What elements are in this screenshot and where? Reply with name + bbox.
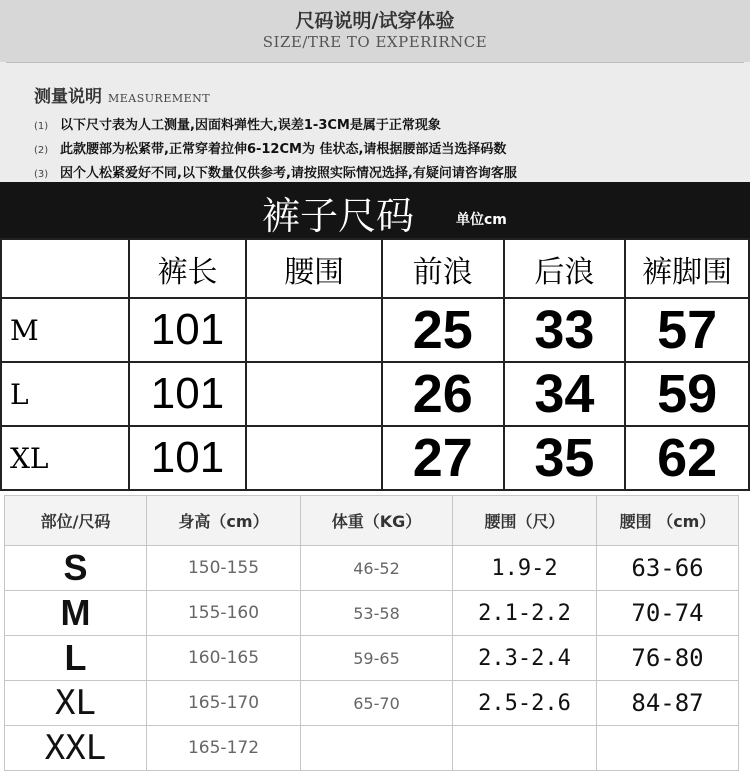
- page-subtitle: SIZE/TRE TO EXPERIRNCE: [262, 33, 488, 51]
- table-row: [5, 681, 739, 726]
- size-cell: XL: [1, 426, 129, 490]
- waist-cell: [246, 362, 381, 426]
- header-cell: [1, 239, 129, 298]
- note-1: [34, 114, 441, 133]
- pants-chart-title: 裤子尺码: [262, 194, 415, 238]
- header-cell: 体重（KG）: [301, 496, 453, 546]
- table-row: [5, 591, 739, 636]
- table-row: [1, 362, 749, 426]
- back-rise-cell: 34: [504, 362, 626, 426]
- size-cell: L: [5, 636, 147, 681]
- weight-cell: [301, 726, 453, 771]
- size-cell: L: [1, 362, 129, 426]
- size-cell: XXL: [5, 726, 147, 771]
- table-row: [5, 546, 739, 591]
- size-cell: XL: [5, 681, 147, 726]
- waist-cell: [246, 298, 381, 362]
- fit-guide-table: [4, 495, 739, 771]
- leg-opening-cell: 57: [625, 298, 749, 362]
- waist-cm-cell: 84-87: [597, 681, 739, 726]
- size-cell: S: [5, 546, 147, 591]
- measurement-section: [0, 62, 750, 182]
- table-row: [5, 636, 739, 681]
- header-cell: 腰围（尺）: [453, 496, 597, 546]
- table-row: [1, 426, 749, 490]
- note-number: (3): [34, 169, 49, 180]
- leg-opening-cell: 59: [625, 362, 749, 426]
- length-cell: 101: [129, 298, 247, 362]
- pants-chart-unit: 单位cm: [456, 212, 507, 228]
- waist-chi-cell: 2.1-2.2: [453, 591, 597, 636]
- header-cell: 前浪: [382, 239, 504, 298]
- header-cell: 身高（cm）: [147, 496, 301, 546]
- waist-cm-cell: 63-66: [597, 546, 739, 591]
- note-2: [34, 138, 506, 157]
- note-number: (2): [34, 145, 49, 156]
- table-row: [5, 726, 739, 771]
- measurement-title: [34, 82, 210, 107]
- note-3: [34, 162, 517, 181]
- length-cell: 101: [129, 362, 247, 426]
- page-title: 尺码说明/试穿体验: [295, 10, 455, 32]
- back-rise-cell: 33: [504, 298, 626, 362]
- height-cell: 160-165: [147, 636, 301, 681]
- back-rise-cell: 35: [504, 426, 626, 490]
- height-cell: 165-172: [147, 726, 301, 771]
- waist-cm-cell: [597, 726, 739, 771]
- length-cell: 101: [129, 426, 247, 490]
- table-header-row: [1, 239, 749, 298]
- waist-cm-cell: 70-74: [597, 591, 739, 636]
- waist-chi-cell: 2.3-2.4: [453, 636, 597, 681]
- weight-cell: 65-70: [301, 681, 453, 726]
- height-cell: 155-160: [147, 591, 301, 636]
- leg-opening-cell: 62: [625, 426, 749, 490]
- weight-cell: 46-52: [301, 546, 453, 591]
- waist-chi-cell: 1.9-2: [453, 546, 597, 591]
- weight-cell: 53-58: [301, 591, 453, 636]
- height-cell: 150-155: [147, 546, 301, 591]
- front-rise-cell: 27: [382, 426, 504, 490]
- table-header-row: [5, 496, 739, 546]
- size-cell: M: [1, 298, 129, 362]
- waist-chi-cell: 2.5-2.6: [453, 681, 597, 726]
- waist-cm-cell: 76-80: [597, 636, 739, 681]
- size-cell: M: [5, 591, 147, 636]
- pants-chart-banner: [0, 182, 750, 238]
- front-rise-cell: 25: [382, 298, 504, 362]
- height-cell: 165-170: [147, 681, 301, 726]
- header-cell: 腰围: [246, 239, 381, 298]
- divider: [6, 62, 744, 63]
- header-cell: 裤长: [129, 239, 247, 298]
- note-text: 因个人松紧爱好不同,以下数量仅供参考,请按照实际情况选择,有疑问请咨询客服: [60, 166, 517, 181]
- note-text: 以下尺寸表为人工测量,因面料弹性大,误差1-3CM是属于正常现象: [60, 118, 441, 133]
- note-number: (1): [34, 121, 49, 132]
- pants-size-table: [0, 238, 750, 491]
- table-row: [1, 298, 749, 362]
- measurement-title-en: MEASUREMENT: [108, 92, 211, 105]
- header-cell: 裤脚围: [625, 239, 749, 298]
- front-rise-cell: 26: [382, 362, 504, 426]
- waist-cell: [246, 426, 381, 490]
- header-cell: 腰围 （cm）: [597, 496, 739, 546]
- weight-cell: 59-65: [301, 636, 453, 681]
- header-cell: 后浪: [504, 239, 626, 298]
- waist-chi-cell: [453, 726, 597, 771]
- page-header: [0, 0, 750, 62]
- measurement-title-cn: 测量说明: [34, 87, 102, 107]
- note-text: 此款腰部为松紧带,正常穿着拉伸6-12CM为 佳状态,请根据腰部适当选择码数: [60, 142, 507, 157]
- header-cell: 部位/尺码: [5, 496, 147, 546]
